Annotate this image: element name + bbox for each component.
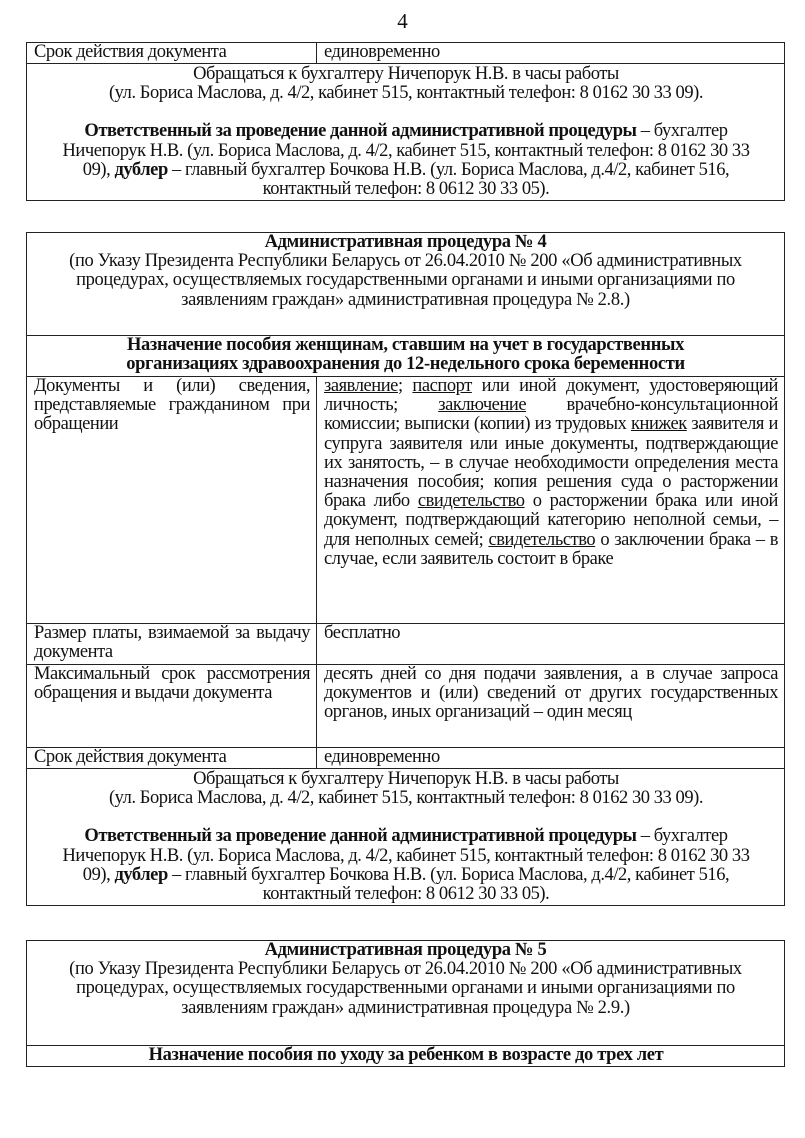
responsible-text-1: бухгалтер Ничепорук Н.В. (ул. Бориса Маслова, д. 4/2, кабинет 515, контактный телефон: 8 0162 30 33 09), [62, 121, 750, 180]
procedure-5-title: Административная процедура № 5 [264, 940, 547, 960]
doc-link-workbooks: книжек [630, 414, 687, 435]
validity-label: Срок действия документа [27, 43, 317, 64]
fee-value: бесплатно [317, 624, 785, 665]
procedure-4-title: Административная процедура № 4 [264, 232, 547, 252]
doc-link-conclusion: заключение [438, 395, 527, 416]
doc-link-application: заявление [324, 376, 398, 396]
spacer [34, 808, 778, 827]
text-fragment: заявителя и супруга заявителя или иные документы, подтверждающие их занятость, – в случае необходимости определения места назначения пособия; копия решения суда о расторжении брака либо [324, 414, 779, 512]
doc-link-marriage-certificate: свидетельство [488, 529, 596, 550]
text-fragment: о расторжении брака или иной документ, подтверждающий категорию неполной семьи, – для неполных семей; [324, 491, 778, 550]
text-fragment: врачебно-консультационной комиссии; выписки (копии) из трудовых [324, 395, 778, 435]
procedure-5-decree: (по Указу Президента Республики Беларусь от 26.04.2010 № 200 «Об административных процедурах, осуществляемых государственными органами и иными организациями по заявлениям граждан» административная процедура № 2.9.) [69, 959, 742, 1018]
doc-link-divorce-certificate: свидетельство [417, 491, 525, 512]
responsible-dash: – [636, 826, 650, 847]
responsible-heading: Ответственный за проведение данной административной процедуры [84, 121, 637, 142]
max-term-label: Максимальный срок рассмотрения обращения и выдачи документа [27, 665, 317, 748]
validity-row [27, 43, 785, 64]
procedure-5-name-row [27, 1046, 785, 1067]
contact-row [27, 769, 785, 906]
responsible-paragraph [34, 122, 778, 199]
contact-cell [27, 64, 785, 201]
procedure-3-tail-table [26, 42, 785, 201]
responsible-text-2: – главный бухгалтер Бочкова Н.В. (ул. Бориса Маслова, д.4/2, кабинет 516, контактный телефон: 8 0612 30 33 05). [167, 159, 730, 200]
fee-label: Размер платы, взимаемой за выдачу документа [27, 624, 317, 665]
procedure-4-header [27, 233, 785, 336]
contact-line-2: (ул. Бориса Маслова, д. 4/2, кабинет 515, контактный телефон: 8 0162 30 33 09). [108, 788, 704, 809]
contact-cell [27, 769, 785, 906]
validity-label: Срок действия документа [27, 748, 317, 769]
doc-link-passport: паспорт [412, 376, 472, 396]
procedure-5-header-row [27, 941, 785, 1046]
contact-row [27, 64, 785, 201]
text-fragment: или иной документ, удостоверяющий личность; [324, 376, 778, 416]
procedure-4-header-row [27, 233, 785, 336]
procedure-4-table [26, 232, 785, 906]
backup-label: дублер [114, 159, 168, 180]
responsible-text-1: бухгалтер Ничепорук Н.В. (ул. Бориса Маслова, д. 4/2, кабинет 515, контактный телефон: 8 0162 30 33 09), [62, 826, 750, 885]
procedure-4-decree: (по Указу Президента Республики Беларусь от 26.04.2010 № 200 «Об административных процедурах, осуществляемых государственными органами и иными организациями по заявлениям граждан» административная процедура № 2.8.) [69, 251, 742, 310]
spacer [34, 103, 778, 122]
documents-row [27, 377, 785, 624]
procedure-4-name-row [27, 336, 785, 377]
procedure-5-header [27, 941, 785, 1046]
page-number: 4 [397, 9, 408, 33]
procedure-4-name: Назначение пособия женщинам, ставшим на учет в государственных организациях здравоохранения до 12-недельного срока беременности [27, 336, 785, 377]
text-fragment: о заключении брака – в случае, если заявитель состоит в браке [324, 529, 779, 569]
text-fragment: ; [397, 376, 413, 396]
procedure-5-table [26, 940, 785, 1067]
contact-line-1: Обращаться к бухгалтеру Ничепорук Н.В. в часы работы [193, 64, 619, 84]
validity-value: единовременно [317, 748, 785, 769]
responsible-heading: Ответственный за проведение данной административной процедуры [84, 826, 637, 847]
responsible-text-2: – главный бухгалтер Бочкова Н.В. (ул. Бориса Маслова, д.4/2, кабинет 516, контактный телефон: 8 0612 30 33 05). [167, 864, 730, 905]
max-term-row [27, 665, 785, 748]
responsible-paragraph [34, 827, 778, 904]
max-term-value: десять дней со дня подачи заявления, а в случае запроса документов и (или) сведений от других государственных органов, иных организаций – один месяц [317, 665, 785, 748]
documents-label: Документы и (или) сведения, представляемые гражданином при обращении [27, 377, 317, 624]
procedure-5-name: Назначение пособия по уходу за ребенком в возрасте до трех лет [27, 1046, 785, 1067]
backup-label: дублер [114, 864, 168, 885]
validity-value: единовременно [317, 43, 785, 64]
contact-line-2: (ул. Бориса Маслова, д. 4/2, кабинет 515, контактный телефон: 8 0162 30 33 09). [108, 83, 704, 104]
documents-value [317, 377, 785, 624]
contact-line-1: Обращаться к бухгалтеру Ничепорук Н.В. в часы работы [193, 769, 619, 789]
responsible-dash: – [636, 121, 650, 142]
fee-row [27, 624, 785, 665]
validity-row [27, 748, 785, 769]
